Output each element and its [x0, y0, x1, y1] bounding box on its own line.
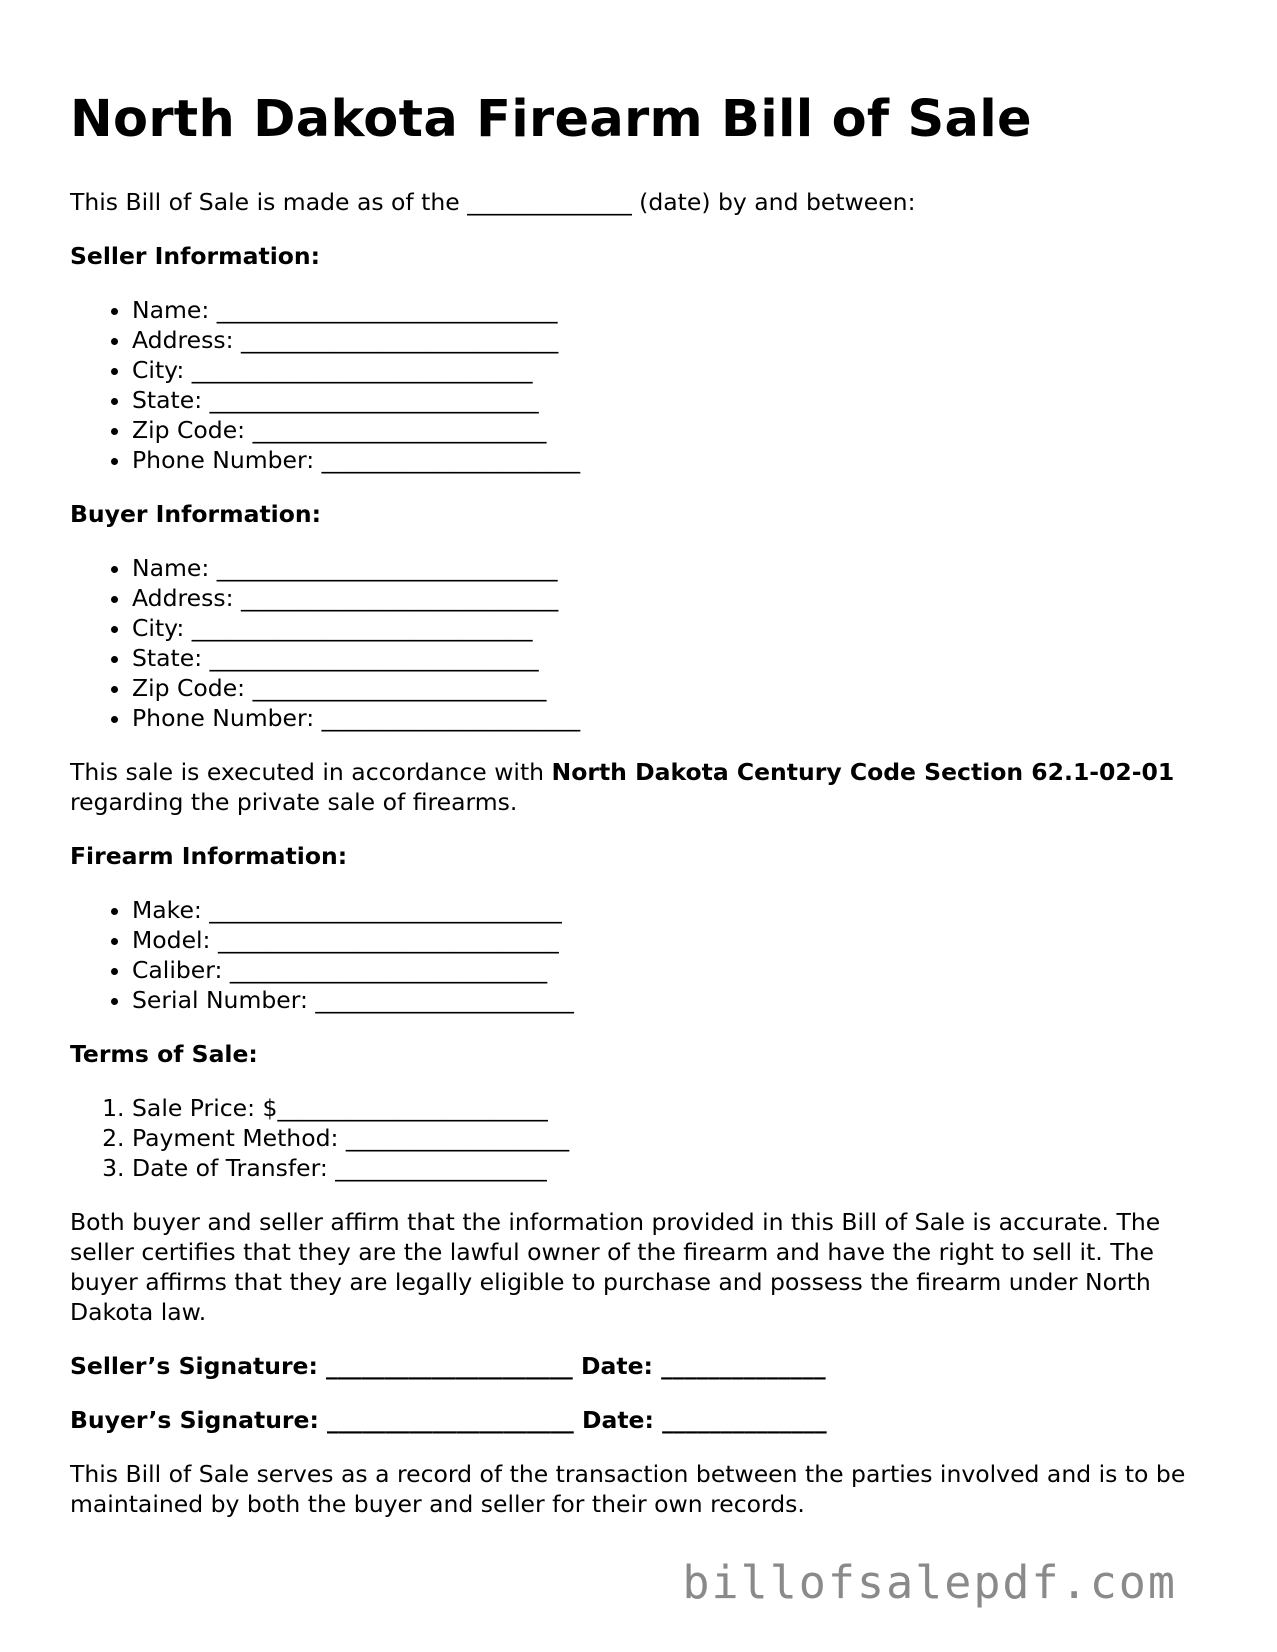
firearm-model-field: • Model: _____________________________ — [132, 925, 1210, 955]
statute-prefix: This sale is executed in accordance with — [70, 758, 552, 786]
document-page — [70, 0, 1210, 1519]
statute-code: North Dakota Century Code Section 62.1-02-01 — [551, 758, 1175, 786]
seller-fields-list — [70, 295, 1210, 475]
seller-address-field: • Address: ___________________________ — [132, 325, 1210, 355]
terms-date-of-transfer: 3. Date of Transfer: __________________ — [132, 1153, 1210, 1183]
seller-zip-field: • Zip Code: _________________________ — [132, 415, 1210, 445]
buyer-phone-field: • Phone Number: ______________________ — [132, 703, 1210, 733]
affirmation-paragraph: Both buyer and seller affirm that the information provided in this Bill of Sale is accurate. The seller certifies that they are the lawful owner of the firearm and have the right to sell it. The buyer affirms that they are legally eligible to purchase and possess the firearm under North Dakota law. — [70, 1208, 1161, 1326]
buyer-zip-field: • Zip Code: _________________________ — [132, 673, 1210, 703]
buyer-state-field: • State: ____________________________ — [132, 643, 1210, 673]
seller-city-field: • City: _____________________________ — [132, 355, 1210, 385]
buyer-name-field: • Name: _____________________________ — [132, 553, 1210, 583]
terms-heading: Terms of Sale: — [70, 1040, 258, 1068]
seller-heading: Seller Information: — [70, 242, 321, 270]
seller-phone-field: • Phone Number: ______________________ — [132, 445, 1210, 475]
seller-signature-line: Seller’s Signature: _____________________ Date: ______________ — [70, 1352, 826, 1380]
statute-paragraph — [70, 757, 1210, 817]
seller-state-field: • State: ____________________________ — [132, 385, 1210, 415]
terms-sale-price: 1. Sale Price: $_______________________ — [132, 1093, 1210, 1123]
buyer-heading: Buyer Information: — [70, 500, 322, 528]
firearm-fields-list — [70, 895, 1210, 1015]
terms-list — [70, 1093, 1210, 1183]
firearm-serial-field: • Serial Number: ______________________ — [132, 985, 1210, 1015]
statute-suffix: regarding the private sale of firearms. — [70, 788, 518, 816]
watermark-text: billofsalepdf.com — [682, 1556, 1177, 1609]
seller-name-field: • Name: _____________________________ — [132, 295, 1210, 325]
document-title: North Dakota Firearm Bill of Sale — [70, 90, 1032, 149]
buyer-address-field: • Address: ___________________________ — [132, 583, 1210, 613]
buyer-city-field: • City: _____________________________ — [132, 613, 1210, 643]
buyer-signature-line: Buyer’s Signature: _____________________ Date: ______________ — [70, 1406, 827, 1434]
firearm-make-field: • Make: ______________________________ — [132, 895, 1210, 925]
intro-paragraph: This Bill of Sale is made as of the ______________ (date) by and between: — [70, 188, 916, 216]
buyer-fields-list — [70, 553, 1210, 733]
firearm-caliber-field: • Caliber: ___________________________ — [132, 955, 1210, 985]
terms-payment-method: 2. Payment Method: ___________________ — [132, 1123, 1210, 1153]
firearm-heading: Firearm Information: — [70, 842, 348, 870]
closing-paragraph: This Bill of Sale serves as a record of the transaction between the parties involved and is to be maintained by both the buyer and seller for their own records. — [70, 1460, 1186, 1518]
